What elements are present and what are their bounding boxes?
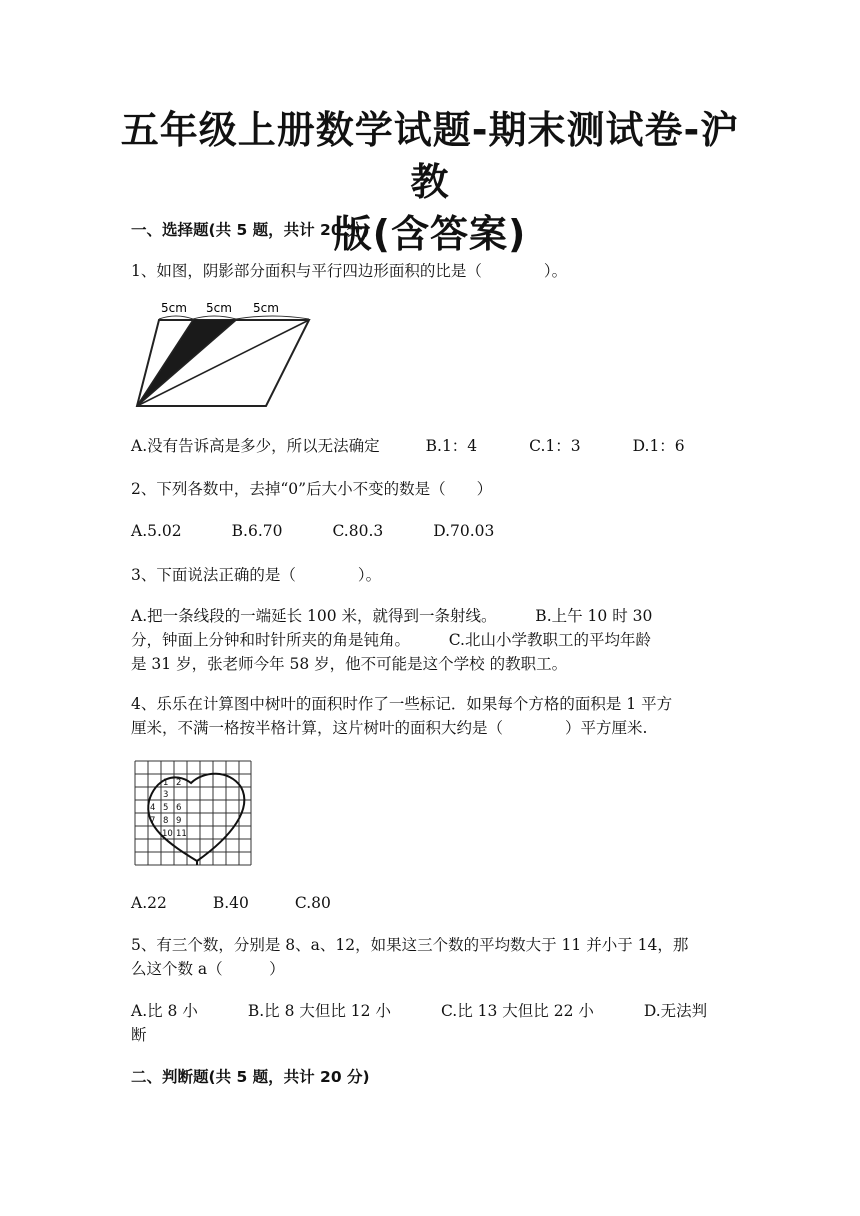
- grid-number-11: 11: [176, 829, 187, 839]
- question-4-line-1: 4、乐乐在计算图中树叶的面积时作了一些标记．如果每个方格的面积是 1 平方: [131, 695, 673, 713]
- question-1-stem: 1、如图，阴影部分面积与平行四边形面积的比是（ ）。: [131, 262, 568, 280]
- option-b: B.6.70: [231, 522, 283, 540]
- option-b: B.1：4: [425, 437, 478, 455]
- option-a: A.5.02: [131, 522, 182, 540]
- option-a: A.22: [131, 894, 167, 912]
- option-c: C.80.3: [332, 522, 384, 540]
- question-5-stem: [131, 933, 731, 981]
- option-a: A.没有告诉高是多少，所以无法确定: [131, 437, 380, 455]
- segment-label-2: 5cm: [206, 301, 232, 315]
- question-3-stem: 3、下面说法正确的是（ ）。: [131, 566, 382, 584]
- right-diagonal: [137, 320, 309, 406]
- title-line-2: 版(含答案): [333, 212, 527, 256]
- option-b: B.40: [212, 894, 249, 912]
- option-d: D.1：6: [632, 437, 685, 455]
- brace-3: [236, 316, 309, 319]
- question-3-options: [131, 604, 731, 676]
- option-a: A.比 8 小: [131, 1002, 198, 1020]
- segment-label-3: 5cm: [253, 301, 279, 315]
- brace-2: [193, 316, 236, 319]
- option-d: D.70.03: [433, 522, 495, 540]
- grid-number-7: 7: [150, 816, 156, 826]
- question-1-options: [131, 434, 731, 458]
- grid-number-4: 4: [150, 803, 156, 813]
- option-d-wrap: 断: [131, 1026, 147, 1044]
- question-5-line-1: 5、有三个数，分别是 8、a、12，如果这三个数的平均数大于 11 并小于 14，那: [131, 936, 689, 954]
- leaf-grid-figure: [131, 757, 255, 869]
- grid-number-5: 5: [163, 803, 169, 813]
- question-4-options: [131, 891, 731, 915]
- question-3-line-2: 分，钟面上分钟和时针所夹的角是钝角。 C.北山小学教职工的平均年龄: [131, 631, 651, 649]
- question-2-stem: 2、下列各数中，去掉“0”后大小不变的数是（ ）: [131, 480, 493, 498]
- grid-number-1: 1: [163, 778, 169, 788]
- section-heading-choice: 一、选择题(共 5 题，共计 20 分): [131, 221, 370, 239]
- grid-number-10: 10: [162, 829, 173, 839]
- question-5-line-2: 么这个数 a（ ）: [131, 960, 285, 978]
- option-c: C.1：3: [529, 437, 581, 455]
- grid-number-9: 9: [176, 816, 182, 826]
- option-d: D.无法判: [643, 1002, 708, 1020]
- title-line-1: 五年级上册数学试题-期末测试卷-沪教: [120, 108, 740, 204]
- grid-number-2: 2: [176, 778, 182, 788]
- parallelogram-figure: [131, 300, 316, 412]
- option-c: C.80: [294, 894, 331, 912]
- grid-number-3: 3: [163, 790, 169, 800]
- question-4-stem: [131, 692, 731, 740]
- question-4-line-2: 厘米，不满一格按半格计算，这片树叶的面积大约是（ ）平方厘米.: [131, 719, 648, 737]
- grid-lines: [135, 761, 251, 865]
- grid-number-8: 8: [163, 816, 169, 826]
- question-2-options: [131, 519, 731, 543]
- segment-label-1: 5cm: [161, 301, 187, 315]
- option-c: C.比 13 大但比 22 小: [440, 1002, 594, 1020]
- grid-number-6: 6: [176, 803, 182, 813]
- question-3-line-3: 是 31 岁，张老师今年 58 岁，他不可能是这个学校 的教职工。: [131, 655, 568, 673]
- brace-1: [159, 316, 193, 319]
- section-heading-judgement: 二、判断题(共 5 题，共计 20 分): [131, 1068, 370, 1086]
- option-b: B.比 8 大但比 12 小: [247, 1002, 391, 1020]
- question-5-options: [131, 999, 731, 1047]
- question-3-line-1: A.把一条线段的一端延长 100 米，就得到一条射线。 B.上午 10 时 30: [131, 607, 653, 625]
